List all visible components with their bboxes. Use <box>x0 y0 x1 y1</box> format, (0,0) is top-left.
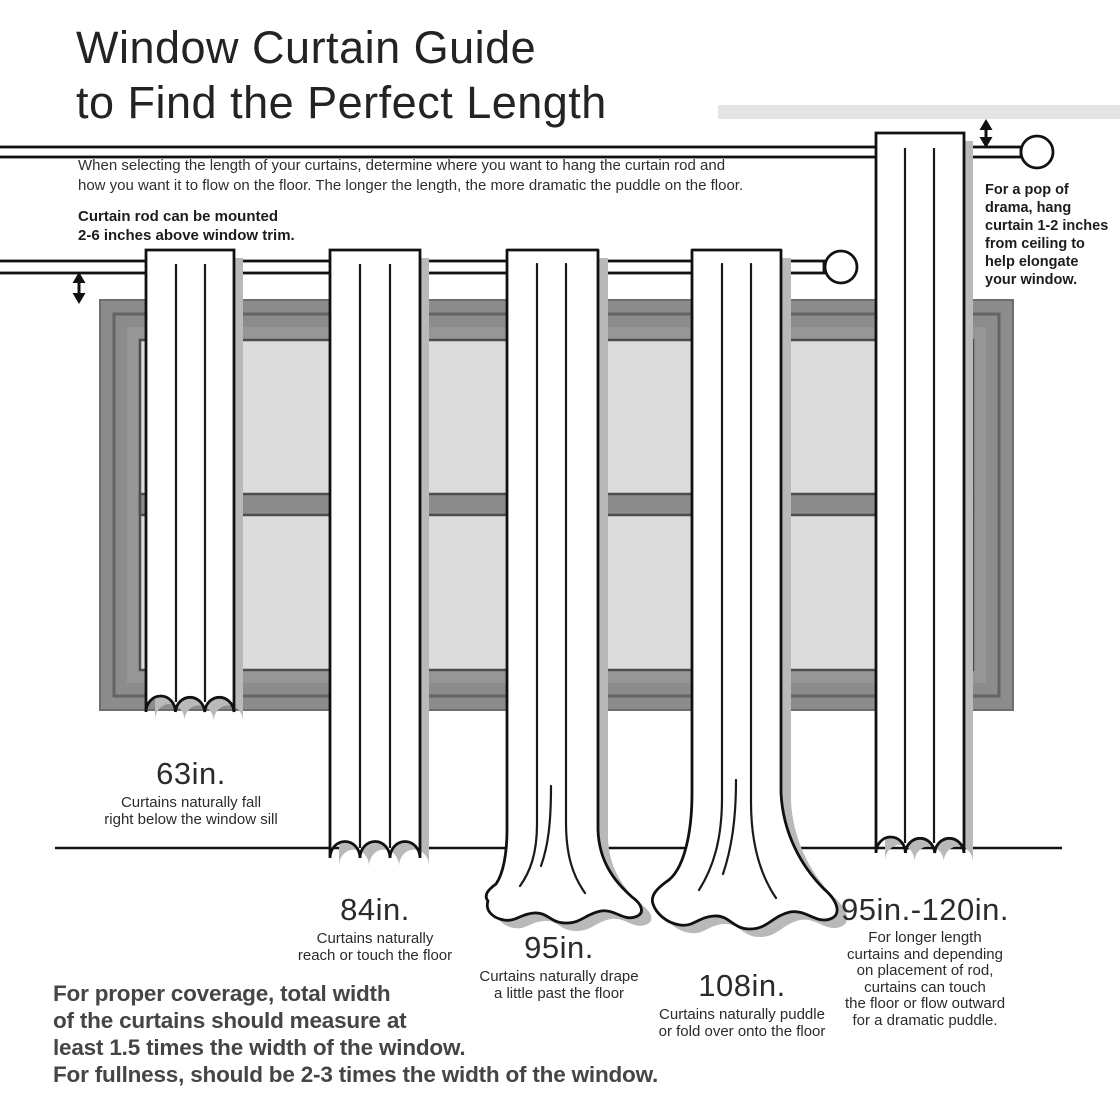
note-line: your window. <box>985 272 1078 288</box>
desc-line: curtains can touch <box>864 978 986 996</box>
coverage-note <box>53 980 658 1088</box>
length-desc <box>298 930 452 964</box>
note-line: curtain 1-2 inches <box>985 218 1109 234</box>
ceiling-mount-note <box>985 181 1108 289</box>
desc-line: curtains and depending <box>847 945 1003 963</box>
title-line: Window Curtain Guide <box>76 22 537 73</box>
note-line: 2-6 inches above window trim. <box>78 226 295 244</box>
desc-line: right below the window sill <box>104 811 278 828</box>
rod-finial <box>1021 136 1053 168</box>
note-line: drama, hang <box>985 200 1072 216</box>
desc-line: for a dramatic puddle. <box>852 1011 998 1029</box>
curtain-84in <box>330 250 429 866</box>
desc-line: Curtains naturally <box>316 930 434 947</box>
desc-line: the floor or flow outward <box>844 995 1006 1012</box>
length-value: 84in. <box>340 892 410 927</box>
label-84in <box>298 893 452 964</box>
ceiling-bar <box>718 105 1120 119</box>
intro-text <box>78 156 743 196</box>
note-line: from ceiling to <box>985 236 1085 252</box>
footer-line: least 1.5 times the width of the window. <box>53 1035 466 1060</box>
label-108in <box>659 969 826 1040</box>
title-line: to Find the Perfect Length <box>76 77 607 128</box>
desc-line: For longer length <box>868 929 982 946</box>
page-title <box>76 20 607 130</box>
label-63in <box>104 757 277 828</box>
intro-line: how you want it to flow on the floor. The longer the length, the more dramatic the puddle on the floor. <box>78 177 744 194</box>
length-value: 63in. <box>156 756 226 791</box>
note-line: help elongate <box>985 254 1079 270</box>
footer-line: of the curtains should measure at <box>53 1008 407 1033</box>
length-desc <box>841 930 1009 1029</box>
desc-line: Curtains naturally puddle <box>659 1006 825 1023</box>
desc-line: on placement of rod, <box>856 962 994 979</box>
desc-line: reach or touch the floor <box>297 947 453 964</box>
length-value: 108in. <box>698 968 786 1003</box>
length-value: 95in. <box>524 930 594 965</box>
desc-line: Curtains naturally fall <box>120 794 262 811</box>
label-95-120in <box>841 893 1009 1029</box>
height-arrow-icon <box>73 272 86 304</box>
length-desc <box>659 1006 826 1040</box>
footer-line: For proper coverage, total width <box>53 981 391 1006</box>
desc-line: a little past the floor <box>493 985 625 1002</box>
length-value: 95in.-120in. <box>840 892 1010 927</box>
desc-line: or fold over onto the floor <box>658 1023 826 1040</box>
desc-line: Curtains naturally drape <box>479 968 639 985</box>
curtain-63in <box>146 250 243 720</box>
rod-mount-note <box>78 208 295 245</box>
length-desc <box>104 794 277 828</box>
curtain-95-120in <box>876 133 973 861</box>
note-line: For a pop of <box>985 182 1069 198</box>
note-line: Curtain rod can be mounted <box>78 208 279 225</box>
intro-line: When selecting the length of your curtains, determine where you want to hang the curtain rod and <box>78 157 726 174</box>
footer-line: For fullness, should be 2-3 times the width of the window. <box>53 1062 659 1087</box>
rod-finial <box>825 251 857 283</box>
height-arrow-icon <box>980 119 993 148</box>
